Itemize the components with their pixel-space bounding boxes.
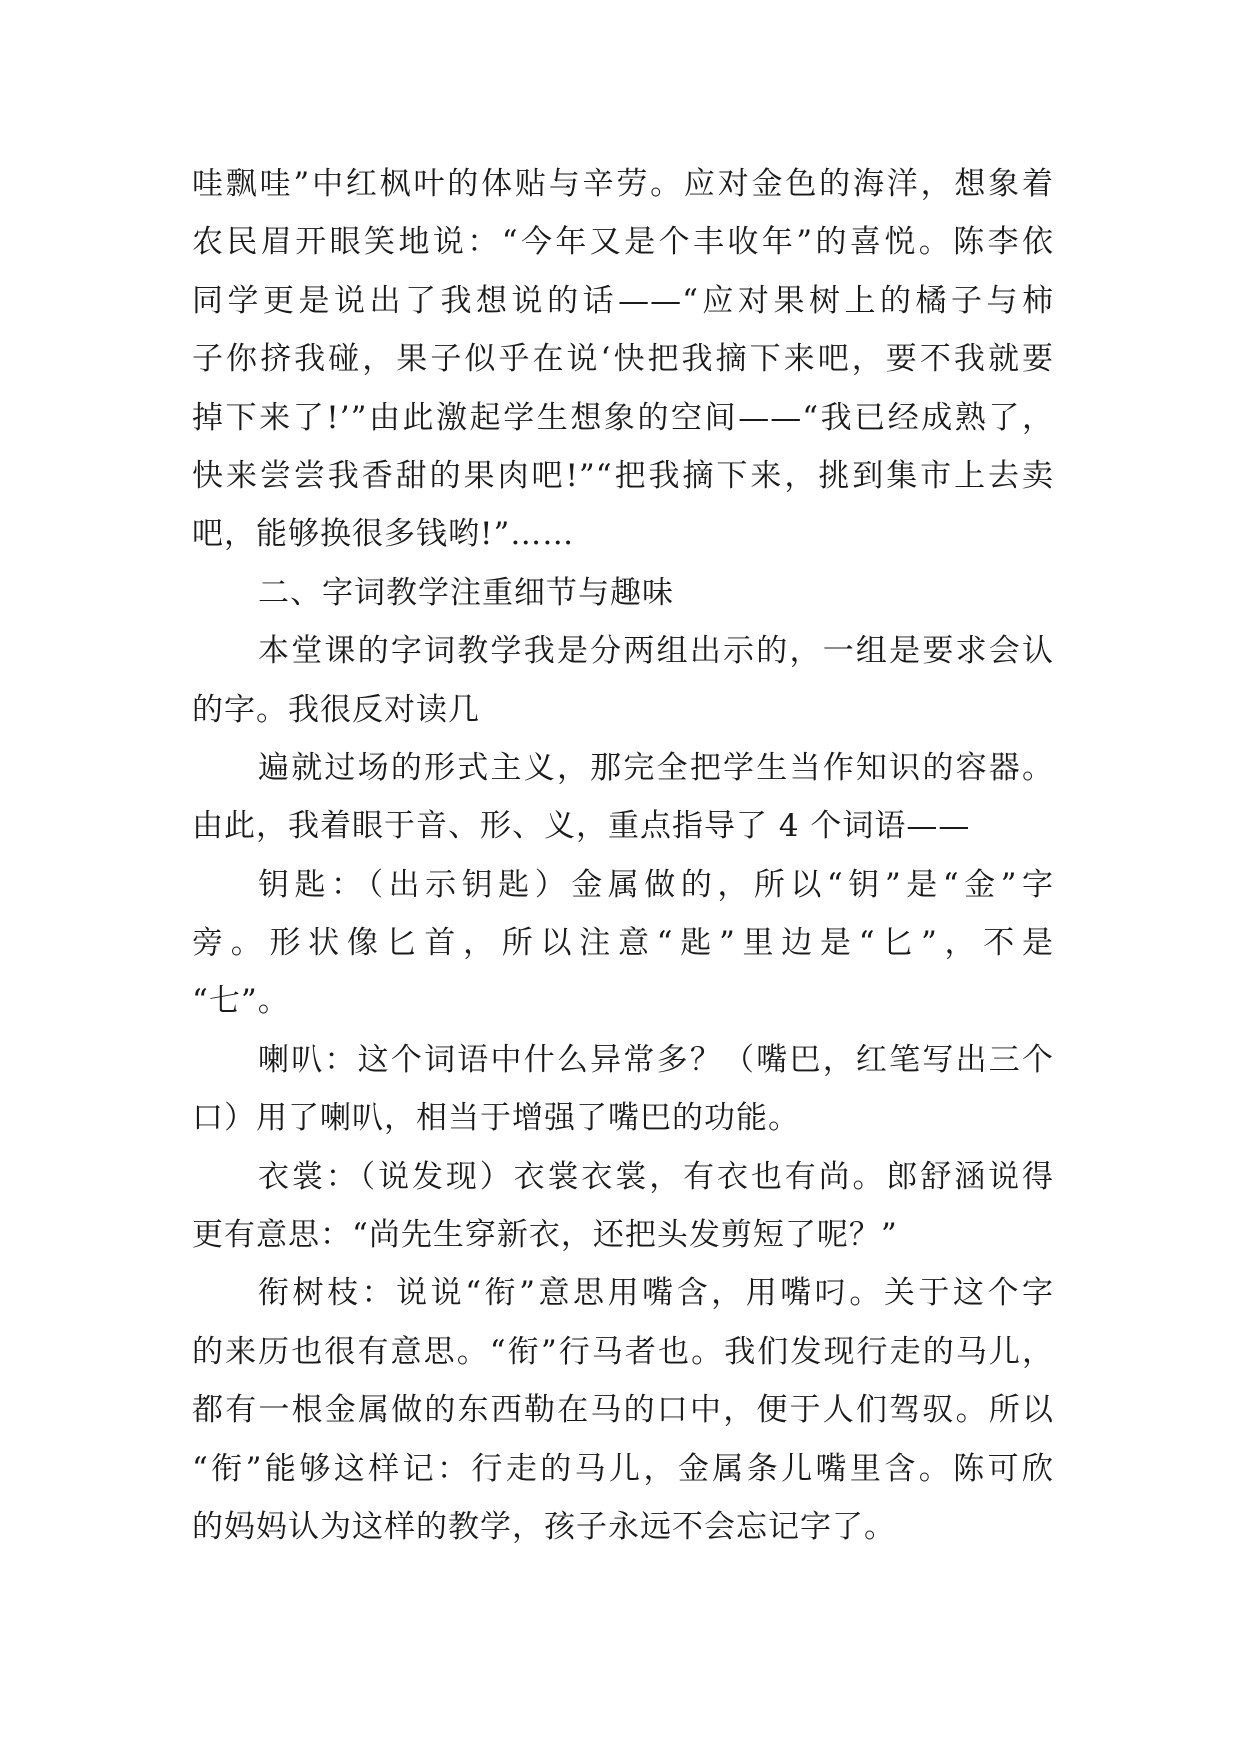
text-line: 口）用了喇叭，相当于增强了嘴巴的功能。 — [192, 1100, 800, 1137]
text-line: 吧，能够换很多钱哟!”…… — [192, 516, 575, 553]
text-line: 更有意思：“尚先生穿新衣，还把头发剪短了呢？” — [192, 1217, 898, 1254]
text-line: 遍就过场的形式主义，那完全把学生当作知识的容器。 — [258, 749, 1054, 786]
text-line: 衔树枝：说说“衔”意思用嘴含，用嘴叼。关于这个字 — [258, 1275, 1054, 1312]
text-line: 掉下来了!’”由此激起学生想象的空间——“我已经成熟了， — [192, 399, 1054, 436]
text-line: 的来历也很有意思。“衔”行马者也。我们发现行走的马儿， — [192, 1333, 1054, 1370]
text-line: 钥匙：（出示钥匙）金属做的，所以“钥”是“金”字 — [258, 866, 1054, 903]
text-line: 由此，我着眼于音、形、义，重点指导了 4 个词语—— — [192, 808, 971, 845]
text-line: 本堂课的字词教学我是分两组出示的，一组是要求会认 — [258, 633, 1054, 670]
text-line: 都有一根金属做的东西勒在马的口中，便于人们驾驭。所以 — [192, 1392, 1054, 1429]
text-line: 喇叭：这个词语中什么异常多？（嘴巴，红笔写出三个 — [258, 1041, 1054, 1078]
text-line: 农民眉开眼笑地说：“今年又是个丰收年”的喜悦。陈李依 — [192, 224, 1054, 261]
text-line: 同学更是说出了我想说的话——“应对果树上的橘子与柿 — [192, 282, 1054, 319]
document-body — [192, 155, 1054, 1556]
text-line: 子你挤我碰，果子似乎在说‘快把我摘下来吧，要不我就要 — [192, 341, 1054, 378]
text-line: 衣裳：（说发现）衣裳衣裳，有衣也有尚。郎舒涵说得 — [258, 1158, 1054, 1195]
text-line: “七”。 — [192, 983, 290, 1020]
text-line: “衔”能够这样记：行走的马儿，金属条儿嘴里含。陈可欣 — [192, 1450, 1054, 1487]
section-heading: 二、字词教学注重细节与趣味 — [258, 574, 674, 611]
text-line: 快来尝尝我香甜的果肉吧!”“把我摘下来，挑到集市上去卖 — [192, 457, 1054, 494]
text-line: 的字。我很反对读几 — [192, 691, 480, 728]
text-line: 的妈妈认为这样的教学，孩子永远不会忘记字了。 — [192, 1508, 896, 1545]
text-line: 哇飘哇”中红枫叶的体贴与辛劳。应对金色的海洋，想象着 — [192, 166, 1054, 202]
text-line: 旁。形状像匕首，所以注意“匙”里边是“匕”，不是 — [192, 925, 1054, 962]
